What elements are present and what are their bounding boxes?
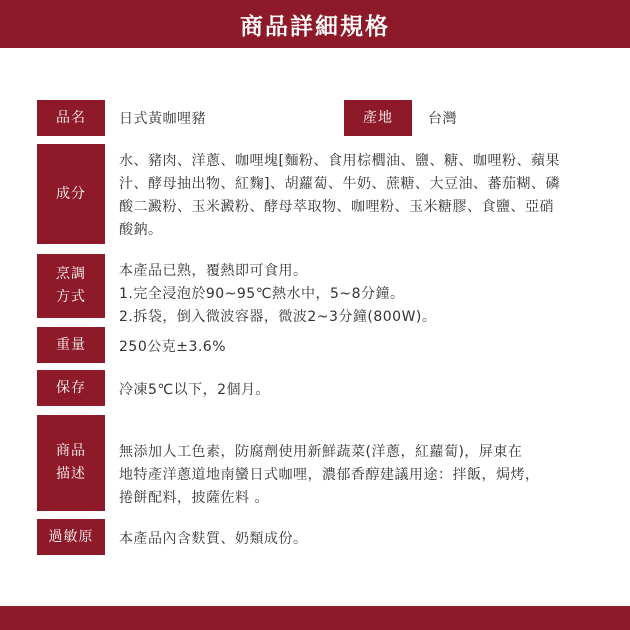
value-cooking: 本產品已熟，覆熱即可食用。 1.完全浸泡於90~95℃熱水中，5~8分鐘。 2.拆袋，倒入微波容器，微波2~3分鐘(800W)。 (119, 263, 437, 325)
value-ingredients: 水、豬肉、洋蔥、咖哩塊[麵粉、食用棕櫚油、鹽、糖、咖哩粉、蘋果 汁、酵母抽出物、紅麴]、胡蘿蔔、牛奶、蔗糖、大豆油、蕃茄糊、磷 酸二澱粉、玉米澱粉、酵母萃取物、咖哩粉、玉米糖膠、食鹽、亞硝 酸鈉。 (119, 153, 560, 238)
label-description: 商品 描述 (37, 415, 105, 511)
header-banner (0, 0, 630, 48)
footer-banner (0, 606, 630, 630)
label-allergen: 過敏原 (37, 519, 105, 555)
value-allergen: 本產品內含麩質、奶類成份。 (119, 531, 308, 547)
value-name: 日式黃咖哩豬 (119, 111, 206, 127)
label-name: 品名 (37, 100, 105, 136)
page-title: 商品詳細規格 (240, 13, 390, 40)
value-origin: 台灣 (428, 111, 457, 127)
label-storage: 保存 (37, 370, 105, 406)
value-storage: 冷凍5℃以下，2個月。 (119, 382, 271, 398)
value-description: 無添加人工色素，防腐劑使用新鮮蔬菜(洋蔥，紅蘿蔔)，屏東在 地特產洋蔥道地南蠻日式咖哩，濃郁香醇建議用途：拌飯，焗烤， 捲餅配料，披薩佐料 。 (119, 444, 540, 506)
label-ingredients: 成分 (37, 144, 105, 244)
label-origin: 產地 (344, 100, 412, 136)
label-weight: 重量 (37, 327, 105, 363)
label-cooking: 烹調 方式 (37, 254, 105, 318)
value-weight: 250公克±3.6% (119, 339, 227, 355)
